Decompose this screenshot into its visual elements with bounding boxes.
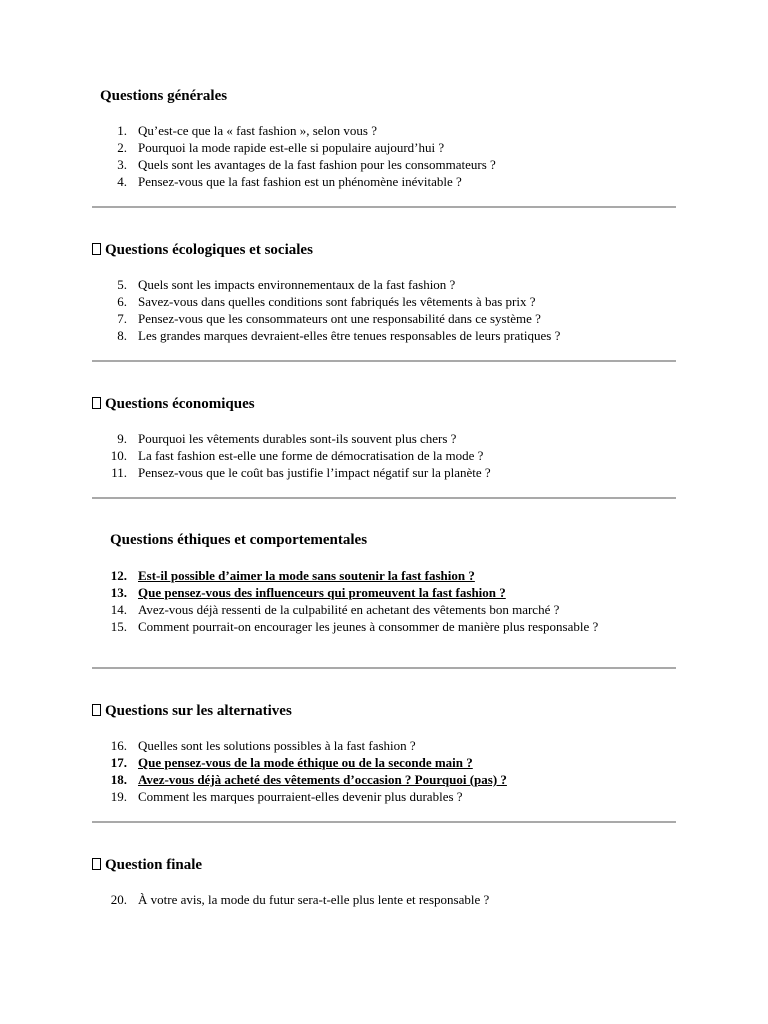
divider xyxy=(92,667,676,669)
list-item xyxy=(0,122,768,139)
section-heading-alternatives xyxy=(92,702,292,720)
list-item xyxy=(0,891,768,908)
section-title: Questions économiques xyxy=(105,396,255,412)
list-item xyxy=(0,754,768,771)
question-number: 3. xyxy=(117,157,127,172)
list-item xyxy=(0,567,768,584)
question-text: Que pensez-vous des influenceurs qui promeuvent la fast fashion ? xyxy=(138,585,506,600)
question-text: Pensez-vous que les consommateurs ont une responsabilité dans ce système ? xyxy=(138,311,541,326)
question-text: Comment pourrait-on encourager les jeunes à consommer de manière plus responsable ? xyxy=(138,619,599,634)
question-number: 6. xyxy=(117,294,127,309)
question-text: Pensez-vous que la fast fashion est un phénomène inévitable ? xyxy=(138,174,462,189)
section-title: Questions écologiques et sociales xyxy=(105,242,313,258)
question-number: 20. xyxy=(110,892,127,907)
list-item xyxy=(0,173,768,190)
question-number: 1. xyxy=(117,123,127,138)
divider xyxy=(92,821,676,823)
list-item xyxy=(0,464,768,481)
question-number: 5. xyxy=(117,277,127,292)
question-number: 12. xyxy=(110,568,127,583)
question-number: 9. xyxy=(117,431,127,446)
question-text: Que pensez-vous de la mode éthique ou de la seconde main ? xyxy=(138,755,473,770)
section-heading-ecological xyxy=(92,241,313,259)
question-text: Qu’est-ce que la « fast fashion », selon vous ? xyxy=(138,123,377,138)
list-item xyxy=(0,447,768,464)
list-item xyxy=(0,737,768,754)
section-title: Question finale xyxy=(105,857,203,873)
question-list-economic xyxy=(0,430,768,481)
question-text: Avez-vous déjà acheté des vêtements d’occasion ? Pourquoi (pas) ? xyxy=(138,772,507,787)
list-item xyxy=(0,310,768,327)
question-list-ecological xyxy=(0,276,768,344)
question-list-alternatives xyxy=(0,737,768,805)
divider xyxy=(92,497,676,499)
list-item xyxy=(0,601,768,618)
question-text: Pourquoi la mode rapide est-elle si populaire aujourd’hui ? xyxy=(138,140,445,155)
list-item xyxy=(0,618,768,652)
question-text: Quels sont les impacts environnementaux de la fast fashion ? xyxy=(138,277,456,292)
question-text: À votre avis, la mode du futur sera-t-elle plus lente et responsable ? xyxy=(138,892,490,907)
section-heading-economic xyxy=(92,395,255,413)
list-item xyxy=(0,139,768,156)
list-item xyxy=(0,584,768,601)
list-item xyxy=(0,276,768,293)
question-number: 8. xyxy=(117,328,127,343)
divider xyxy=(92,360,676,362)
divider xyxy=(92,206,676,208)
question-number: 13. xyxy=(110,585,127,600)
question-list-general xyxy=(0,122,768,190)
missing-glyph-icon xyxy=(92,704,101,716)
missing-glyph-icon xyxy=(92,243,101,255)
section-title: Questions sur les alternatives xyxy=(105,703,292,719)
list-item xyxy=(0,771,768,788)
question-text: Savez-vous dans quelles conditions sont fabriqués les vêtements à bas prix ? xyxy=(138,294,536,309)
question-number: 19. xyxy=(110,789,127,804)
question-number: 4. xyxy=(117,174,127,189)
list-item xyxy=(0,430,768,447)
question-number: 7. xyxy=(117,311,127,326)
missing-glyph-icon xyxy=(92,397,101,409)
question-text: Pensez-vous que le coût bas justifie l’impact négatif sur la planète ? xyxy=(138,465,491,480)
list-item xyxy=(0,788,768,805)
question-text: Est-il possible d’aimer la mode sans soutenir la fast fashion ? xyxy=(138,568,475,583)
question-text: Quels sont les avantages de la fast fashion pour les consommateurs ? xyxy=(138,157,496,172)
question-number: 18. xyxy=(110,772,127,787)
question-number: 16. xyxy=(110,738,127,753)
question-list-final xyxy=(0,891,768,908)
section-heading-ethical xyxy=(110,531,367,549)
question-text: Pourquoi les vêtements durables sont-ils souvent plus chers ? xyxy=(138,431,457,446)
question-number: 14. xyxy=(110,602,127,617)
section-title: Questions générales xyxy=(100,88,228,104)
question-text: La fast fashion est-elle une forme de démocratisation de la mode ? xyxy=(138,448,484,463)
question-list-ethical xyxy=(0,567,768,652)
question-text: Avez-vous déjà ressenti de la culpabilité en achetant des vêtements bon marché ? xyxy=(138,602,560,617)
section-heading-general xyxy=(100,87,227,105)
question-number: 10. xyxy=(110,448,127,463)
missing-glyph-icon xyxy=(92,858,101,870)
question-text: Comment les marques pourraient-elles devenir plus durables ? xyxy=(138,789,463,804)
question-number: 17. xyxy=(110,755,127,770)
question-text: Les grandes marques devraient-elles être tenues responsables de leurs pratiques ? xyxy=(138,328,561,343)
section-heading-final xyxy=(92,856,202,874)
question-number: 15. xyxy=(110,619,127,634)
list-item xyxy=(0,327,768,344)
question-number: 2. xyxy=(117,140,127,155)
section-title: Questions éthiques et comportementales xyxy=(110,532,368,548)
question-text: Quelles sont les solutions possibles à la fast fashion ? xyxy=(138,738,416,753)
list-item xyxy=(0,156,768,173)
list-item xyxy=(0,293,768,310)
question-number: 11. xyxy=(111,465,127,480)
